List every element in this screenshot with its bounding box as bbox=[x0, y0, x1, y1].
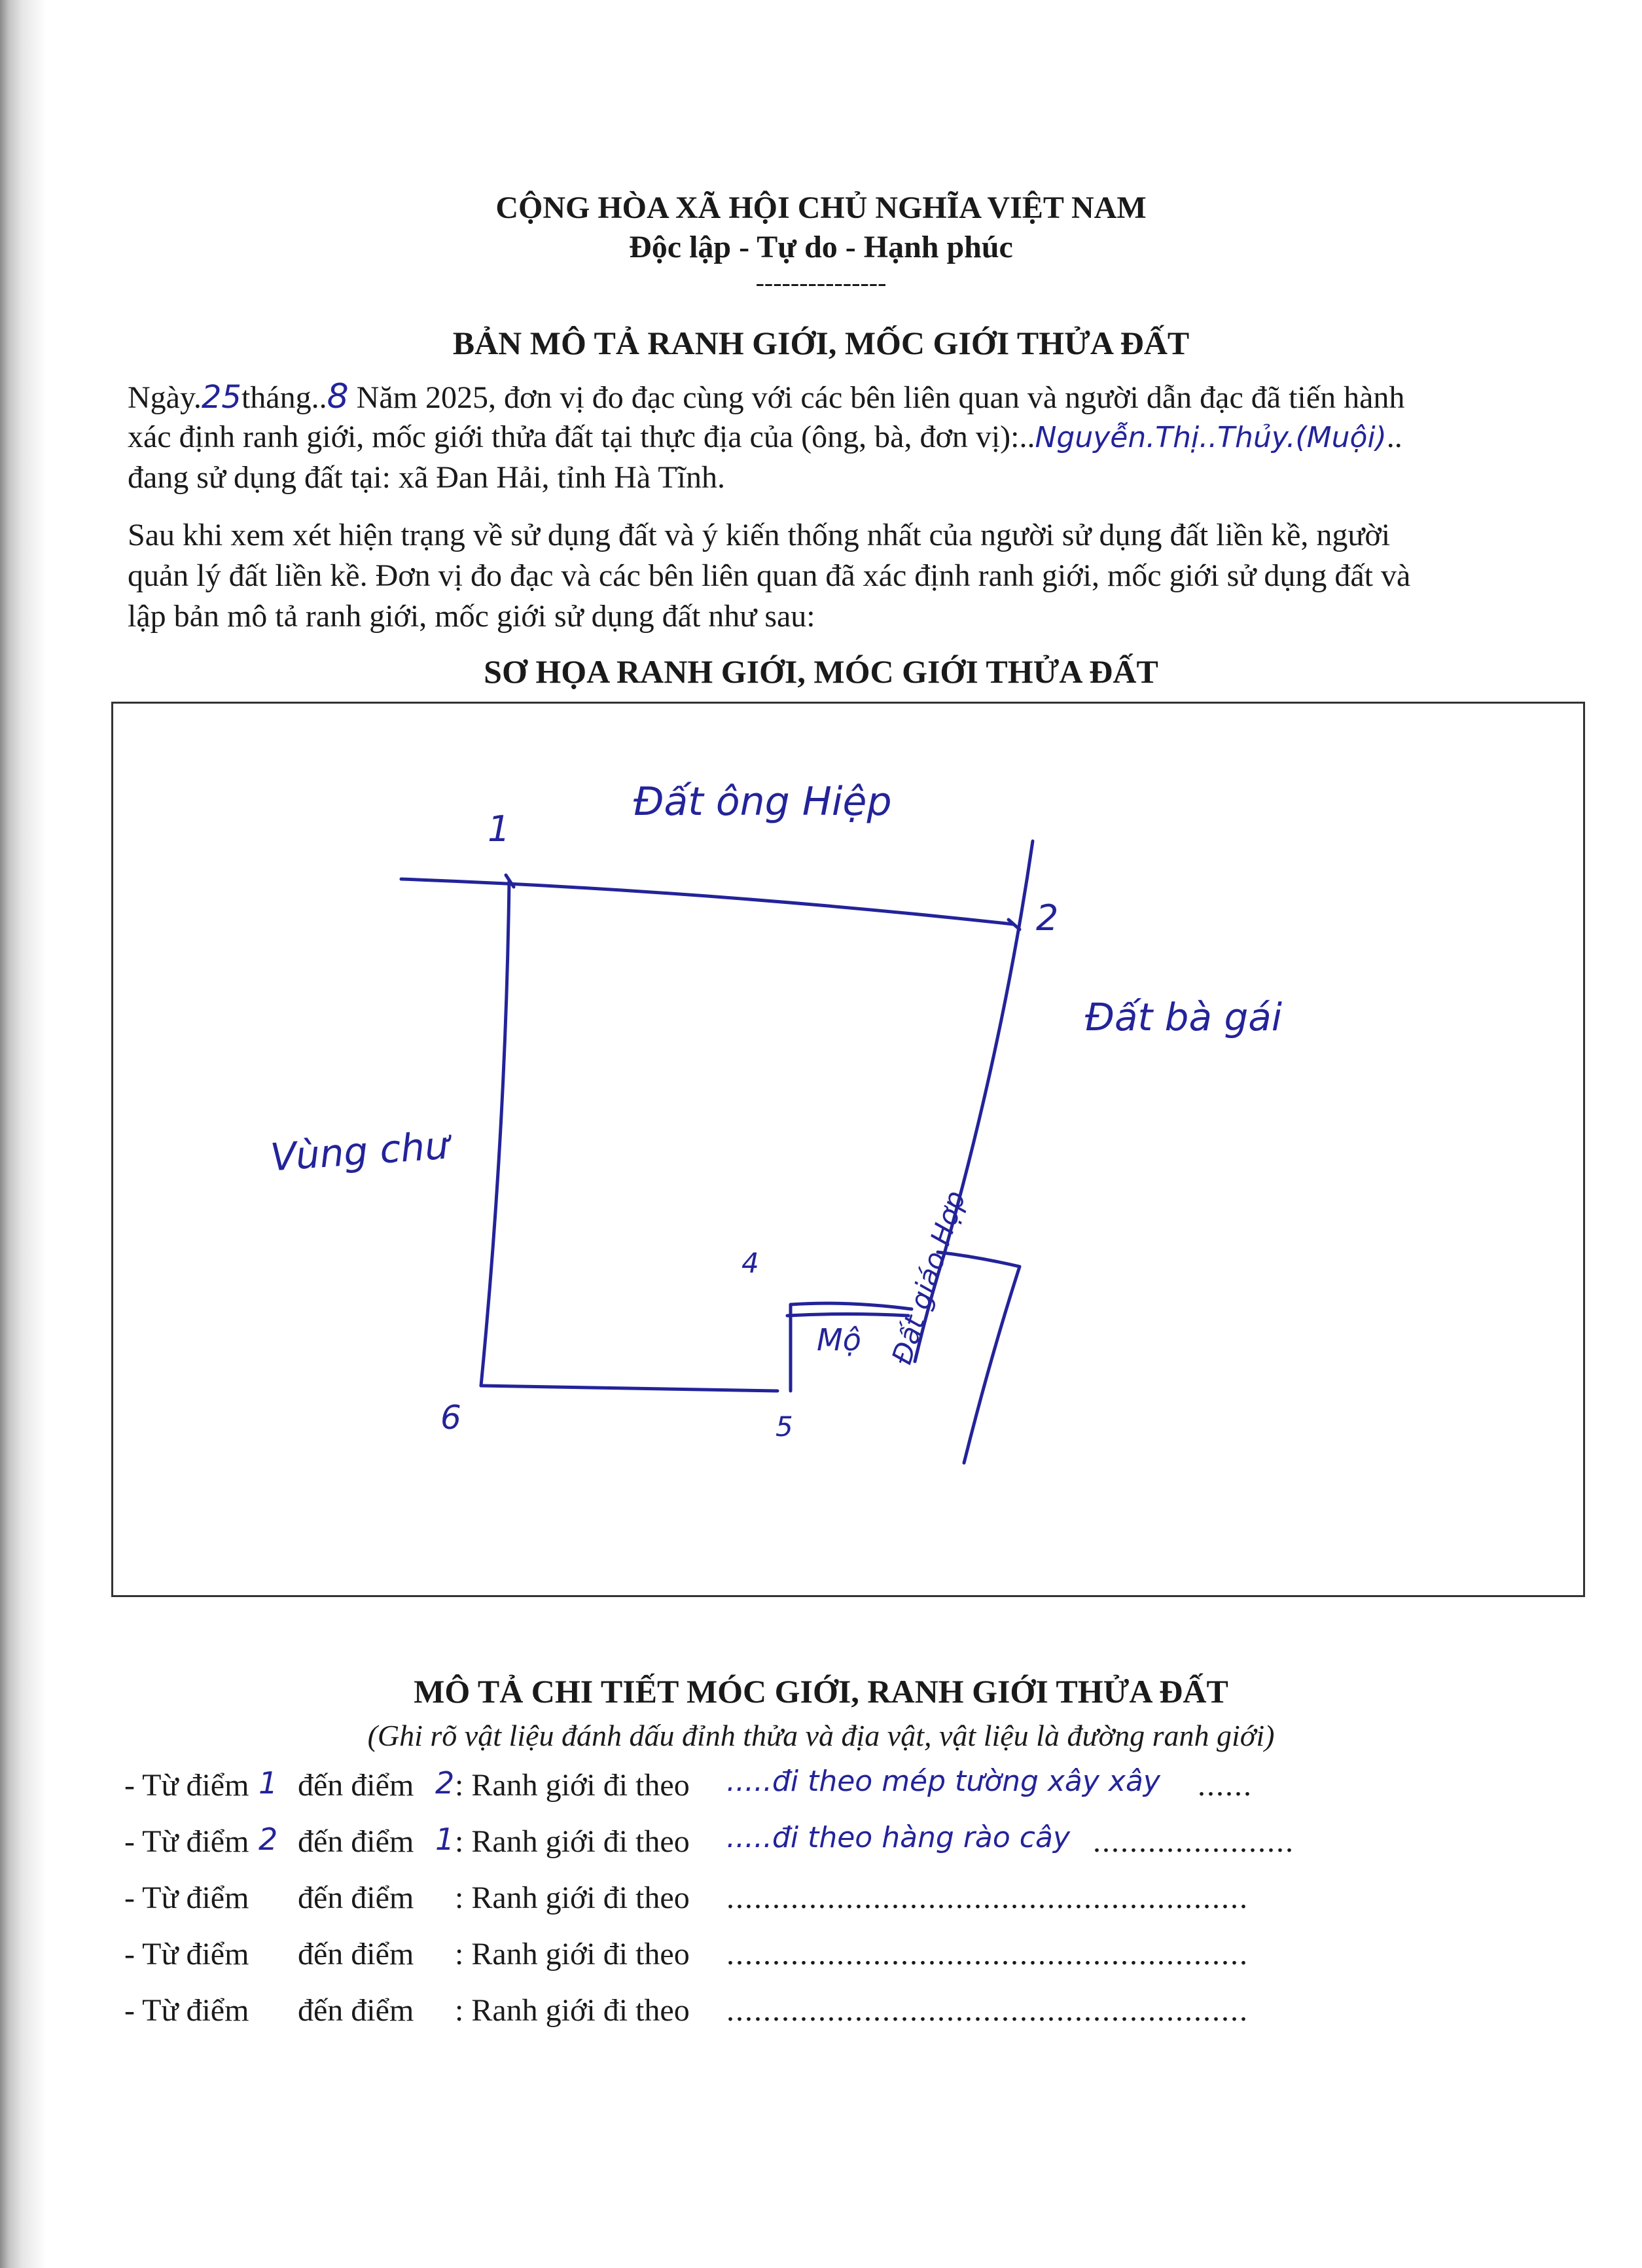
row-mid-label: : Ranh giới đi theo bbox=[455, 1768, 690, 1803]
row-to-label: đến điểm bbox=[298, 1824, 414, 1859]
intro-line-1-rest: Năm 2025, đơn vị đo đạc cùng với các bên liên quan và người dẫn đạc đã tiến hành bbox=[356, 380, 1405, 415]
national-title: CỘNG HÒA XÃ HỘI CHỦ NGHĨA VIỆT NAM bbox=[495, 190, 1147, 225]
row-dots: ......................................................... bbox=[726, 1937, 1249, 1971]
owner-name: Nguyễn.Thị..Thủy.(Muội) bbox=[1035, 421, 1387, 454]
label-east-neighbor: Đất bà gái bbox=[1085, 995, 1282, 1039]
boundary-south bbox=[481, 1386, 777, 1391]
row-to-value: 1 bbox=[435, 1822, 455, 1857]
day-value: 25 bbox=[201, 379, 241, 416]
intro-line-2-text: xác định ranh giới, mốc giới thửa đất tại thực địa của (ông, bà, đơn vị):.. bbox=[128, 420, 1035, 454]
row-from-label: - Từ điểm bbox=[124, 1993, 249, 2028]
label-point-2: 2 bbox=[1036, 897, 1059, 939]
intro-line-3: đang sử dụng đất tại: xã Đan Hải, tỉnh Hà Tĩnh. bbox=[128, 460, 725, 495]
intro-line-1 bbox=[128, 378, 1404, 416]
sketch-frame bbox=[111, 702, 1585, 1597]
row-mid-label: : Ranh giới đi theo bbox=[455, 1824, 690, 1859]
row-mid-label: : Ranh giới đi theo bbox=[455, 1881, 690, 1915]
row-to-value: 2 bbox=[435, 1765, 455, 1801]
row-to-label: đến điểm bbox=[298, 1937, 414, 1971]
label-point-4: 4 bbox=[741, 1247, 759, 1279]
row-from-label: - Từ điểm bbox=[124, 1824, 249, 1859]
label-grave: Mộ bbox=[817, 1322, 861, 1358]
label-west-neighbor: Vùng chư bbox=[268, 1123, 450, 1180]
date-prefix: Ngày. bbox=[128, 380, 202, 415]
boundary-west bbox=[481, 880, 509, 1386]
row-from-value: 2 bbox=[259, 1822, 278, 1857]
row-dots: ......................................................... bbox=[726, 1993, 1249, 2028]
intro-line-2 bbox=[128, 419, 1402, 456]
month-label: tháng.. bbox=[241, 380, 327, 415]
row-from-label: - Từ điểm bbox=[124, 1937, 249, 1971]
row-from-label: - Từ điểm bbox=[124, 1881, 249, 1915]
row-to-label: đến điểm bbox=[298, 1881, 414, 1915]
row-to-label: đến điểm bbox=[298, 1993, 414, 2028]
sketch-title: SƠ HỌA RANH GIỚI, MÓC GIỚI THỬA ĐẤT bbox=[484, 653, 1158, 690]
para2-line-2: quản lý đất liền kề. Đơn vị đo đạc và các bên liên quan đã xác định ranh giới, mốc giới sử dụng đất và bbox=[128, 558, 1411, 593]
detail-subtitle: (Ghi rõ vật liệu đánh dấu đỉnh thửa và địa vật, vật liệu là đường ranh giới) bbox=[367, 1719, 1275, 1752]
month-value: 8 bbox=[327, 377, 349, 416]
label-north-neighbor: Đất ông Hiệp bbox=[634, 779, 892, 825]
boundary-north bbox=[401, 879, 1013, 924]
boundary-east bbox=[944, 841, 1033, 1253]
row-boundary-value: .....đi theo mép tường xây xây bbox=[726, 1765, 1160, 1798]
row-from-value: 1 bbox=[259, 1765, 278, 1801]
label-point-5: 5 bbox=[776, 1411, 793, 1443]
school-strip bbox=[938, 1252, 1020, 1463]
row-dots: ...... bbox=[1198, 1768, 1253, 1803]
detail-title: MÔ TẢ CHI TIẾT MÓC GIỚI, RANH GIỚI THỬA ĐẤT bbox=[414, 1673, 1228, 1710]
header-divider: --------------- bbox=[755, 268, 887, 297]
label-point-6: 6 bbox=[440, 1399, 461, 1437]
label-point-1: 1 bbox=[488, 808, 510, 850]
owner-trail: .. bbox=[1386, 420, 1402, 454]
motto: Độc lập - Tự do - Hạnh phúc bbox=[629, 230, 1013, 264]
para2-line-1: Sau khi xem xét hiện trạng về sử dụng đất và ý kiến thống nhất của người sử dụng đất liền kề, người bbox=[128, 518, 1391, 552]
row-dots: ......................................................... bbox=[726, 1881, 1249, 1915]
label-school-land: Đất giáo Hợp bbox=[885, 1187, 972, 1369]
row-to-label: đến điểm bbox=[298, 1768, 414, 1803]
row-dots: ...................... bbox=[1093, 1824, 1294, 1859]
row-boundary-value: .....đi theo hàng rào cây bbox=[726, 1821, 1070, 1854]
document-title: BẢN MÔ TẢ RANH GIỚI, MỐC GIỚI THỬA ĐẤT bbox=[452, 325, 1190, 361]
row-mid-label: : Ranh giới đi theo bbox=[455, 1937, 690, 1971]
row-from-label: - Từ điểm bbox=[124, 1768, 249, 1803]
row-mid-label: : Ranh giới đi theo bbox=[455, 1993, 690, 2028]
para2-line-3: lập bản mô tả ranh giới, mốc giới sử dụng đất như sau: bbox=[128, 599, 815, 634]
